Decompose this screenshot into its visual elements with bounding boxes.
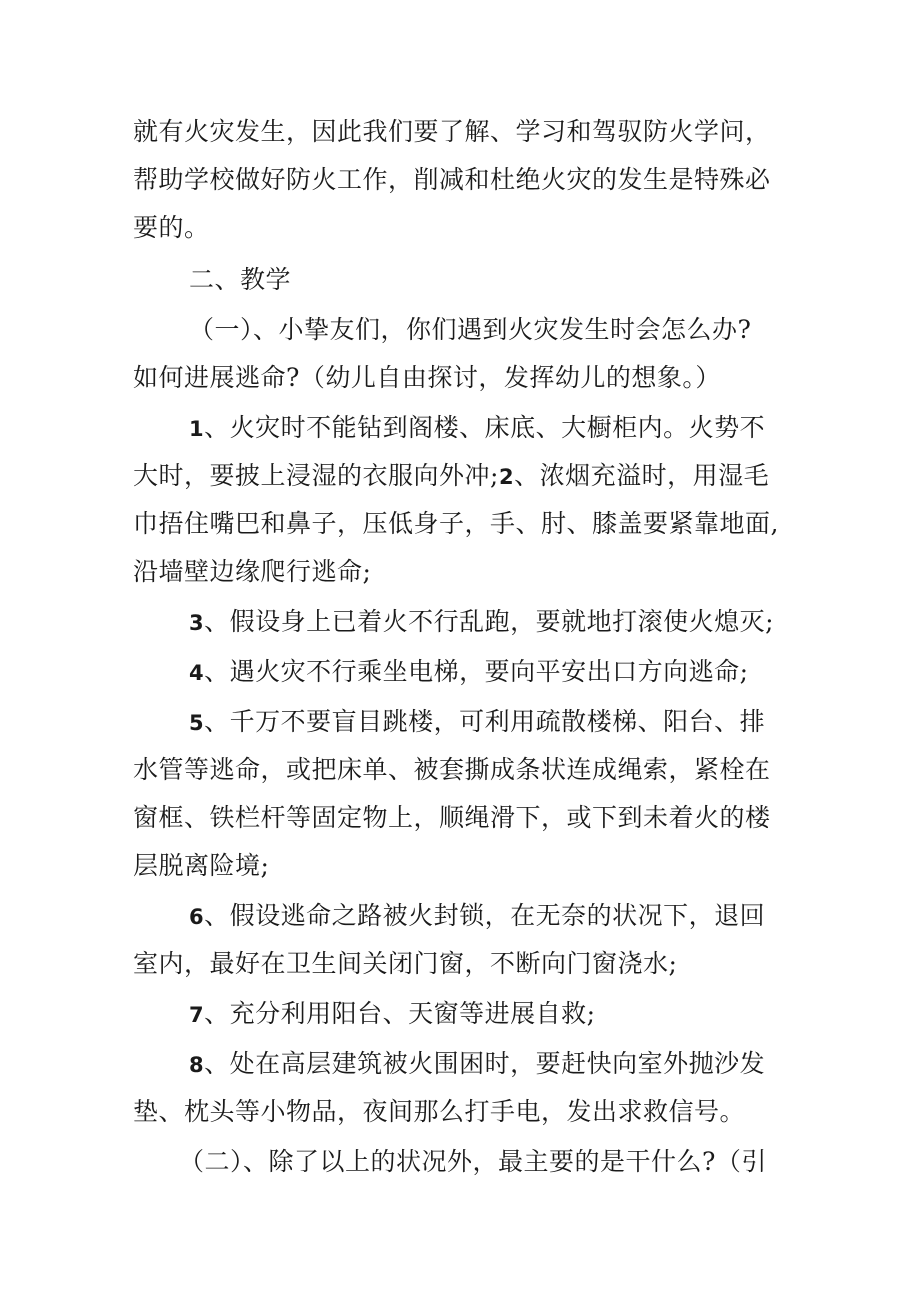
- text-line: 帮助学校做好防火工作，削减和杜绝火灾的发生是特殊必: [133, 165, 771, 194]
- list-item-6: [133, 892, 803, 988]
- paragraph-intro-continuation: [133, 108, 803, 252]
- text-line: 垫、枕头等小物品，夜间那么打手电，发出求救信号。: [133, 1097, 746, 1126]
- item-number: 2: [498, 465, 515, 489]
- text-line: 窗框、铁栏杆等固定物上，顺绳滑下，或下到未着火的楼: [133, 803, 771, 832]
- item-number: 6: [189, 905, 205, 929]
- list-item-1-2: [133, 404, 803, 596]
- text-line: 巾捂住嘴巴和鼻子，压低身子，手、肘、膝盖要紧靠地面,: [133, 509, 779, 538]
- text-line: [133, 452, 803, 500]
- list-item-5: [133, 698, 803, 890]
- item-text: 、处在高层建筑被火围困时，要赶快向室外抛沙发: [204, 1049, 766, 1078]
- text-line: [133, 404, 803, 452]
- list-item-8: [133, 1040, 803, 1136]
- item-text: 、千万不要盲目跳楼，可利用疏散楼梯、阳台、排: [204, 707, 766, 736]
- text-line: 水管等逃命，或把床单、被套撕成条状连成绳索，紧栓在: [133, 755, 771, 784]
- list-item-4: [133, 648, 803, 696]
- text-line: [133, 892, 803, 940]
- item-number: 3: [189, 611, 205, 635]
- item-text: 、假设身上已着火不行乱跑，要就地打滚使火熄灭;: [204, 607, 775, 636]
- item-text: 大时，要披上浸湿的衣服向外冲;: [133, 461, 499, 490]
- text-line: 层脱离险境;: [133, 851, 270, 880]
- text-line: 室内，最好在卫生间关闭门窗，不断向门窗浇水;: [133, 949, 678, 978]
- item-number: 8: [189, 1053, 205, 1077]
- text-line: （一）、小挚友们，你们遇到火灾发生时会怎么办?: [189, 315, 752, 344]
- text-line: 如何进展逃命?（幼儿自由探讨，发挥幼儿的想象。）: [133, 363, 721, 392]
- item-text: 、火灾时不能钻到阁楼、床底、大橱柜内。火势不: [204, 413, 766, 442]
- text-line: 就有火灾发生，因此我们要了解、学习和驾驭防火学问，: [133, 117, 771, 146]
- document-body: [133, 108, 803, 1186]
- text-line: [133, 1040, 803, 1088]
- text-line: [133, 698, 803, 746]
- item-number: 4: [189, 661, 205, 685]
- text-line: 要的。: [133, 213, 210, 242]
- item-text: 、假设逃命之路被火封锁，在无奈的状况下，退回: [204, 901, 766, 930]
- item-text: 、遇火灾不行乘坐电梯，要向平安出口方向逃命;: [204, 657, 749, 686]
- list-item-3: [133, 598, 803, 646]
- item-text: 、充分利用阳台、天窗等进展自救;: [204, 999, 596, 1028]
- item-text: 、浓烟充溢时，用湿毛: [514, 461, 770, 490]
- section-heading-teaching: [133, 256, 803, 304]
- paragraph-question-1: [133, 306, 803, 402]
- item-number: 7: [189, 1003, 205, 1027]
- text-line: [133, 598, 803, 646]
- item-number: 5: [189, 711, 205, 735]
- text-line: [133, 990, 803, 1038]
- text-line: （二）、除了以上的状况外，最主要的是干什么?（引: [179, 1147, 767, 1176]
- list-item-7: [133, 990, 803, 1038]
- heading-text: 二、教学: [189, 265, 292, 294]
- item-number: 1: [189, 417, 205, 441]
- paragraph-question-2: [133, 1138, 803, 1186]
- text-line: 沿墙壁边缘爬行逃命;: [133, 557, 372, 586]
- text-line: [133, 648, 803, 696]
